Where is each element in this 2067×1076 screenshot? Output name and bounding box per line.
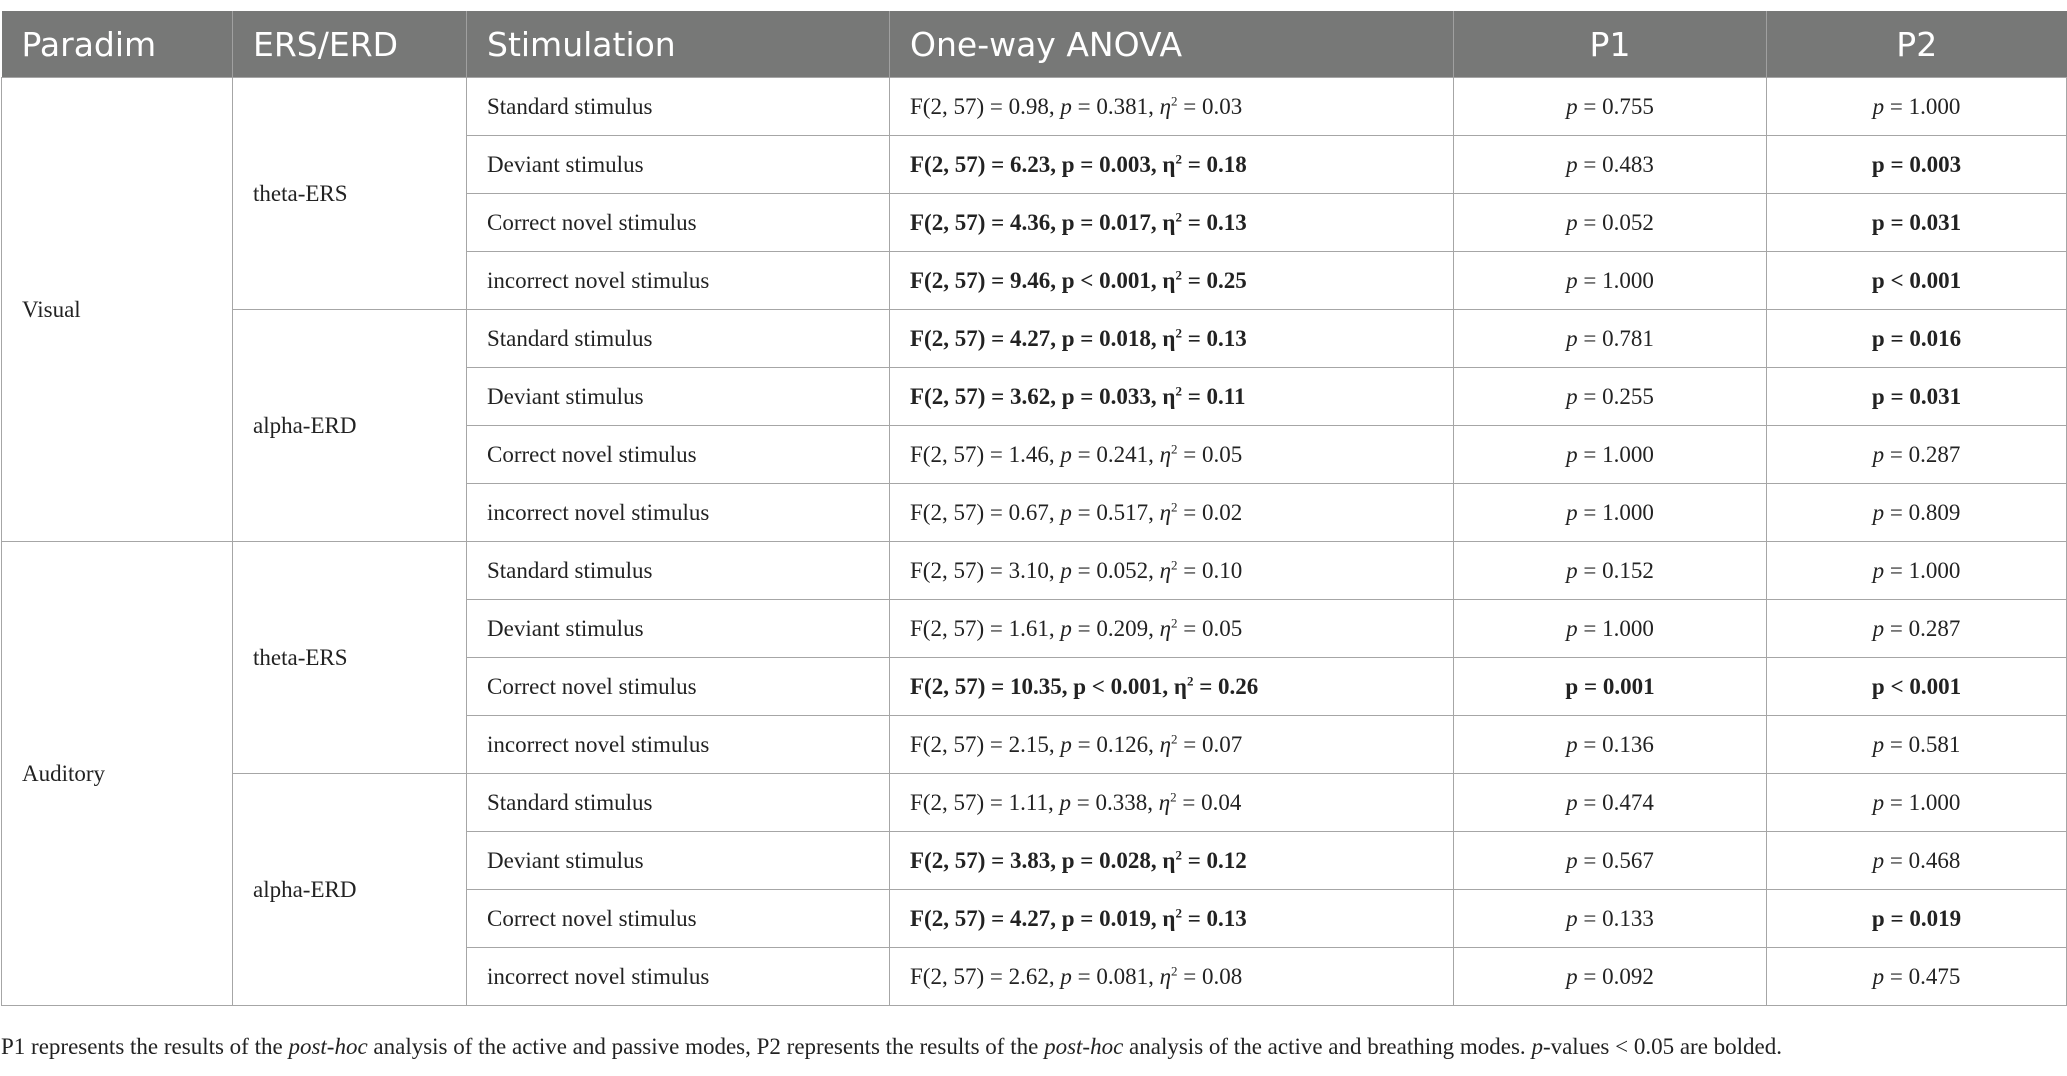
paradim-cell: Visual <box>2 78 233 542</box>
anova-eta-label: η <box>1159 963 1171 989</box>
band-cell: alpha-ERD <box>233 774 467 1006</box>
p1-label: p <box>1566 441 1578 467</box>
p1-cell <box>1454 890 1767 948</box>
p1-value: = 0.001 <box>1578 673 1655 699</box>
anova-f: F(2, 57) = 3.83, <box>910 847 1056 873</box>
anova-eta-label: η <box>1159 731 1171 757</box>
p1-value: = 1.000 <box>1577 267 1654 293</box>
p1-value: = 0.483 <box>1577 151 1654 177</box>
footnote-text: analysis of the active and breathing modes. <box>1123 1034 1532 1059</box>
anova-f: F(2, 57) = 1.11, <box>910 789 1054 815</box>
p1-label: p <box>1566 151 1578 177</box>
anova-p-value: = 0.381, <box>1071 93 1154 119</box>
p2-cell <box>1767 716 2067 774</box>
anova-p-label: p <box>1061 151 1075 177</box>
anova-f: F(2, 57) = 9.46, <box>910 267 1056 293</box>
p1-value: = 1.000 <box>1577 499 1654 525</box>
p2-label: p <box>1871 151 1885 177</box>
table-header-row <box>2 11 2067 78</box>
p1-label: p <box>1566 731 1578 757</box>
anova-eta-value: = 0.08 <box>1177 963 1243 989</box>
anova-p-label: p <box>1061 383 1075 409</box>
p2-value: = 0.287 <box>1884 441 1961 467</box>
anova-eta-value: = 0.05 <box>1177 441 1243 467</box>
p2-value: = 0.003 <box>1884 151 1962 177</box>
anova-eta-value: = 0.04 <box>1176 789 1242 815</box>
anova-p-value: = 0.517, <box>1071 499 1154 525</box>
anova-p-label: p <box>1061 267 1075 293</box>
anova-eta-label: η <box>1158 789 1171 815</box>
footnote-text: -values < 0.05 are bolded. <box>1542 1034 1783 1059</box>
p1-label: p <box>1566 615 1578 641</box>
p2-cell <box>1767 658 2067 716</box>
p2-value: = 0.031 <box>1884 383 1962 409</box>
anova-p-label: p <box>1060 615 1072 641</box>
p1-label: p <box>1566 557 1578 583</box>
stimulation-cell: Correct novel stimulus <box>467 426 890 484</box>
p2-cell <box>1767 194 2067 252</box>
anova-cell: F(2, 57) = 2.62, p = 0.081, $\eta^2 = 0.08$ <box>890 948 1454 1006</box>
band-cell: alpha-ERD <box>233 310 467 542</box>
p2-value: = 1.000 <box>1884 93 1961 119</box>
anova-cell: F(2, 57) = 10.35, p < 0.001, $\eta^2 = 0.26$ <box>890 658 1454 716</box>
anova-eta-value: = 0.10 <box>1177 557 1243 583</box>
anova-p-value: < 0.001, <box>1086 673 1169 699</box>
footnote-italic: post-hoc <box>1044 1034 1124 1059</box>
p1-cell <box>1454 194 1767 252</box>
anova-eta-value: = 0.02 <box>1177 499 1243 525</box>
band-cell: theta-ERS <box>233 78 467 310</box>
anova-cell: F(2, 57) = 0.67, p = 0.517, $\eta^2 = 0.02$ <box>890 484 1454 542</box>
anova-f: F(2, 57) = 6.23, <box>910 151 1056 177</box>
anova-cell: F(2, 57) = 1.46, p = 0.241, $\eta^2 = 0.05$ <box>890 426 1454 484</box>
p2-label: p <box>1872 731 1885 757</box>
header-anova: One-way ANOVA <box>890 11 1454 78</box>
anova-cell: F(2, 57) = 6.23, p = 0.003, $\eta^2 = 0.18$ <box>890 136 1454 194</box>
anova-f: F(2, 57) = 3.62, <box>910 383 1056 409</box>
anova-eta-label: η <box>1159 93 1171 119</box>
table-row <box>2 542 2067 600</box>
p2-cell <box>1767 426 2067 484</box>
p2-value: = 0.468 <box>1884 847 1961 873</box>
anova-eta-value: = 0.18 <box>1181 151 1247 177</box>
anova-f: F(2, 57) = 1.46, <box>910 441 1055 467</box>
anova-f: F(2, 57) = 4.27, <box>910 905 1056 931</box>
anova-p-label: p <box>1059 789 1071 815</box>
p1-cell <box>1454 600 1767 658</box>
p1-value: = 0.052 <box>1577 209 1654 235</box>
p1-value: = 1.000 <box>1577 441 1654 467</box>
p2-cell <box>1767 252 2067 310</box>
anova-cell: F(2, 57) = 3.62, p = 0.033, $\eta^2 = 0.11$ <box>890 368 1454 426</box>
stimulation-cell: Deviant stimulus <box>467 600 890 658</box>
anova-eta-label: η <box>1162 905 1176 931</box>
anova-p-label: p <box>1061 847 1075 873</box>
results-table-container <box>1 11 2066 1006</box>
anova-p-label: p <box>1060 963 1072 989</box>
p2-cell <box>1767 484 2067 542</box>
p2-label: p <box>1872 615 1885 641</box>
p1-value: = 0.133 <box>1577 905 1654 931</box>
band-cell: theta-ERS <box>233 542 467 774</box>
p1-cell <box>1454 310 1767 368</box>
anova-eta-label: η <box>1162 383 1176 409</box>
table-footnote <box>1 1034 2061 1060</box>
p2-cell <box>1767 542 2067 600</box>
anova-p-label: p <box>1061 325 1075 351</box>
p1-value: = 0.781 <box>1577 325 1654 351</box>
anova-p-label: p <box>1060 441 1072 467</box>
anova-f: F(2, 57) = 0.67, <box>910 499 1055 525</box>
p1-cell <box>1454 542 1767 600</box>
p1-label: p <box>1566 209 1578 235</box>
p1-cell <box>1454 774 1767 832</box>
anova-eta-value: = 0.25 <box>1181 267 1247 293</box>
p1-label: p <box>1565 673 1579 699</box>
anova-eta-value: = 0.11 <box>1181 383 1246 409</box>
stimulation-cell: Deviant stimulus <box>467 368 890 426</box>
anova-results-table <box>1 11 2067 1006</box>
anova-cell: F(2, 57) = 1.11, p = 0.338, $\eta^2 = 0.04$ <box>890 774 1454 832</box>
p1-cell <box>1454 78 1767 136</box>
anova-p-label: p <box>1060 93 1072 119</box>
anova-eta-label: η <box>1162 151 1176 177</box>
p2-label: p <box>1872 499 1885 525</box>
anova-p-value: = 0.018, <box>1074 325 1157 351</box>
anova-cell: F(2, 57) = 4.36, p = 0.017, $\eta^2 = 0.13$ <box>890 194 1454 252</box>
anova-eta-label: η <box>1173 673 1187 699</box>
stimulation-cell: Deviant stimulus <box>467 136 890 194</box>
p1-label: p <box>1566 267 1578 293</box>
anova-eta-value: = 0.03 <box>1177 93 1243 119</box>
anova-eta-label: η <box>1162 209 1176 235</box>
p1-value: = 1.000 <box>1577 615 1654 641</box>
anova-p-value: = 0.209, <box>1071 615 1154 641</box>
anova-cell: F(2, 57) = 3.83, p = 0.028, $\eta^2 = 0.12$ <box>890 832 1454 890</box>
p1-cell <box>1454 426 1767 484</box>
footnote-italic: p <box>1531 1034 1543 1059</box>
stimulation-cell: Standard stimulus <box>467 542 890 600</box>
p1-label: p <box>1566 325 1578 351</box>
stimulation-cell: Standard stimulus <box>467 78 890 136</box>
anova-eta-value: = 0.13 <box>1181 325 1247 351</box>
anova-p-value: = 0.033, <box>1074 383 1157 409</box>
p2-label: p <box>1872 789 1885 815</box>
anova-p-label: p <box>1073 673 1087 699</box>
p1-cell <box>1454 484 1767 542</box>
p1-cell <box>1454 368 1767 426</box>
p1-value: = 0.152 <box>1577 557 1654 583</box>
anova-eta-label: η <box>1159 499 1171 525</box>
anova-eta-value: = 0.13 <box>1181 209 1247 235</box>
anova-p-label: p <box>1060 557 1072 583</box>
p1-value: = 0.755 <box>1577 93 1654 119</box>
p2-label: p <box>1871 209 1885 235</box>
p2-value: = 0.475 <box>1884 963 1961 989</box>
table-row <box>2 78 2067 136</box>
p2-label: p <box>1871 905 1885 931</box>
header-ers-erd: ERS/ERD <box>233 11 467 78</box>
stimulation-cell: Standard stimulus <box>467 310 890 368</box>
table-body <box>2 78 2067 1006</box>
p2-label: p <box>1872 963 1885 989</box>
stimulation-cell: incorrect novel stimulus <box>467 484 890 542</box>
anova-eta-value: = 0.13 <box>1181 905 1247 931</box>
p1-label: p <box>1566 383 1578 409</box>
p2-cell <box>1767 948 2067 1006</box>
anova-eta-value: = 0.26 <box>1193 673 1259 699</box>
anova-f: F(2, 57) = 0.98, <box>910 93 1055 119</box>
table-row <box>2 310 2067 368</box>
p1-label: p <box>1566 963 1578 989</box>
anova-eta-label: η <box>1162 267 1176 293</box>
p2-value: = 0.031 <box>1884 209 1962 235</box>
stimulation-cell: incorrect novel stimulus <box>467 252 890 310</box>
p2-cell <box>1767 136 2067 194</box>
p1-cell <box>1454 948 1767 1006</box>
anova-p-label: p <box>1060 731 1072 757</box>
footnote-text: analysis of the active and passive modes, P2 represents the results of the <box>367 1034 1045 1059</box>
anova-p-value: = 0.081, <box>1071 963 1154 989</box>
p1-label: p <box>1566 499 1578 525</box>
p2-cell <box>1767 774 2067 832</box>
anova-f: F(2, 57) = 4.27, <box>910 325 1056 351</box>
p1-cell <box>1454 658 1767 716</box>
stimulation-cell: Correct novel stimulus <box>467 658 890 716</box>
p1-label: p <box>1566 847 1578 873</box>
header-p1: P1 <box>1454 11 1767 78</box>
p2-label: p <box>1871 267 1885 293</box>
anova-f: F(2, 57) = 4.36, <box>910 209 1056 235</box>
anova-eta-value: = 0.12 <box>1181 847 1247 873</box>
anova-cell: F(2, 57) = 3.10, p = 0.052, $\eta^2 = 0.10$ <box>890 542 1454 600</box>
p1-label: p <box>1566 93 1578 119</box>
p2-value: = 0.016 <box>1884 325 1962 351</box>
p2-value: = 0.287 <box>1884 615 1961 641</box>
p1-cell <box>1454 832 1767 890</box>
p2-value: = 0.581 <box>1884 731 1961 757</box>
p2-label: p <box>1871 325 1885 351</box>
stimulation-cell: Correct novel stimulus <box>467 890 890 948</box>
p2-label: p <box>1871 383 1885 409</box>
p2-label: p <box>1872 557 1885 583</box>
header-stimulation: Stimulation <box>467 11 890 78</box>
p2-label: p <box>1871 673 1885 699</box>
p2-value: < 0.001 <box>1884 267 1962 293</box>
p2-label: p <box>1872 847 1885 873</box>
anova-f: F(2, 57) = 10.35, <box>910 673 1068 699</box>
p2-cell <box>1767 368 2067 426</box>
anova-p-label: p <box>1061 905 1075 931</box>
anova-p-value: = 0.017, <box>1074 209 1157 235</box>
p2-value: = 0.809 <box>1884 499 1961 525</box>
p2-label: p <box>1872 441 1885 467</box>
anova-eta-label: η <box>1159 615 1171 641</box>
p1-label: p <box>1566 789 1578 815</box>
p2-cell <box>1767 832 2067 890</box>
stimulation-cell: Standard stimulus <box>467 774 890 832</box>
anova-p-label: p <box>1060 499 1072 525</box>
p1-label: p <box>1566 905 1578 931</box>
table-row <box>2 774 2067 832</box>
p2-value: < 0.001 <box>1884 673 1962 699</box>
p2-cell <box>1767 890 2067 948</box>
anova-p-value: < 0.001, <box>1074 267 1157 293</box>
anova-p-value: = 0.126, <box>1071 731 1154 757</box>
p1-value: = 0.255 <box>1577 383 1654 409</box>
p2-value: = 1.000 <box>1884 789 1961 815</box>
anova-p-label: p <box>1061 209 1075 235</box>
paradim-cell: Auditory <box>2 542 233 1006</box>
anova-eta-label: η <box>1159 557 1171 583</box>
anova-eta-label: η <box>1162 847 1176 873</box>
anova-eta-value: = 0.07 <box>1177 731 1243 757</box>
stimulation-cell: Correct novel stimulus <box>467 194 890 252</box>
p1-cell <box>1454 716 1767 774</box>
p2-label: p <box>1872 93 1885 119</box>
anova-f: F(2, 57) = 2.62, <box>910 963 1055 989</box>
header-paradim: Paradim <box>2 11 233 78</box>
p2-value: = 1.000 <box>1884 557 1961 583</box>
footnote-italic: post-hoc <box>288 1034 368 1059</box>
p1-value: = 0.567 <box>1577 847 1654 873</box>
anova-eta-value: = 0.05 <box>1177 615 1243 641</box>
p1-cell <box>1454 136 1767 194</box>
anova-eta-label: η <box>1159 441 1171 467</box>
anova-cell: F(2, 57) = 4.27, p = 0.019, $\eta^2 = 0.13$ <box>890 890 1454 948</box>
p1-value: = 0.474 <box>1577 789 1654 815</box>
anova-p-value: = 0.019, <box>1074 905 1157 931</box>
footnote-text: P1 represents the results of the <box>1 1034 289 1059</box>
anova-p-value: = 0.241, <box>1071 441 1154 467</box>
anova-cell: F(2, 57) = 0.98, p = 0.381, $\eta^2 = 0.03$ <box>890 78 1454 136</box>
stimulation-cell: incorrect novel stimulus <box>467 948 890 1006</box>
anova-f: F(2, 57) = 3.10, <box>910 557 1055 583</box>
anova-cell: F(2, 57) = 1.61, p = 0.209, $\eta^2 = 0.05$ <box>890 600 1454 658</box>
anova-f: F(2, 57) = 2.15, <box>910 731 1055 757</box>
anova-f: F(2, 57) = 1.61, <box>910 615 1055 641</box>
stimulation-cell: incorrect novel stimulus <box>467 716 890 774</box>
anova-cell: F(2, 57) = 2.15, p = 0.126, $\eta^2 = 0.07$ <box>890 716 1454 774</box>
anova-cell: F(2, 57) = 4.27, p = 0.018, $\eta^2 = 0.13$ <box>890 310 1454 368</box>
p2-cell <box>1767 310 2067 368</box>
anova-p-value: = 0.052, <box>1071 557 1154 583</box>
p1-value: = 0.136 <box>1577 731 1654 757</box>
anova-p-value: = 0.338, <box>1070 789 1153 815</box>
p2-cell <box>1767 78 2067 136</box>
anova-cell: F(2, 57) = 9.46, p < 0.001, $\eta^2 = 0.25$ <box>890 252 1454 310</box>
header-p2: P2 <box>1767 11 2067 78</box>
anova-p-value: = 0.028, <box>1074 847 1157 873</box>
p1-cell <box>1454 252 1767 310</box>
anova-p-value: = 0.003, <box>1074 151 1157 177</box>
stimulation-cell: Deviant stimulus <box>467 832 890 890</box>
anova-eta-label: η <box>1162 325 1176 351</box>
p2-value: = 0.019 <box>1884 905 1962 931</box>
p2-cell <box>1767 600 2067 658</box>
p1-value: = 0.092 <box>1577 963 1654 989</box>
